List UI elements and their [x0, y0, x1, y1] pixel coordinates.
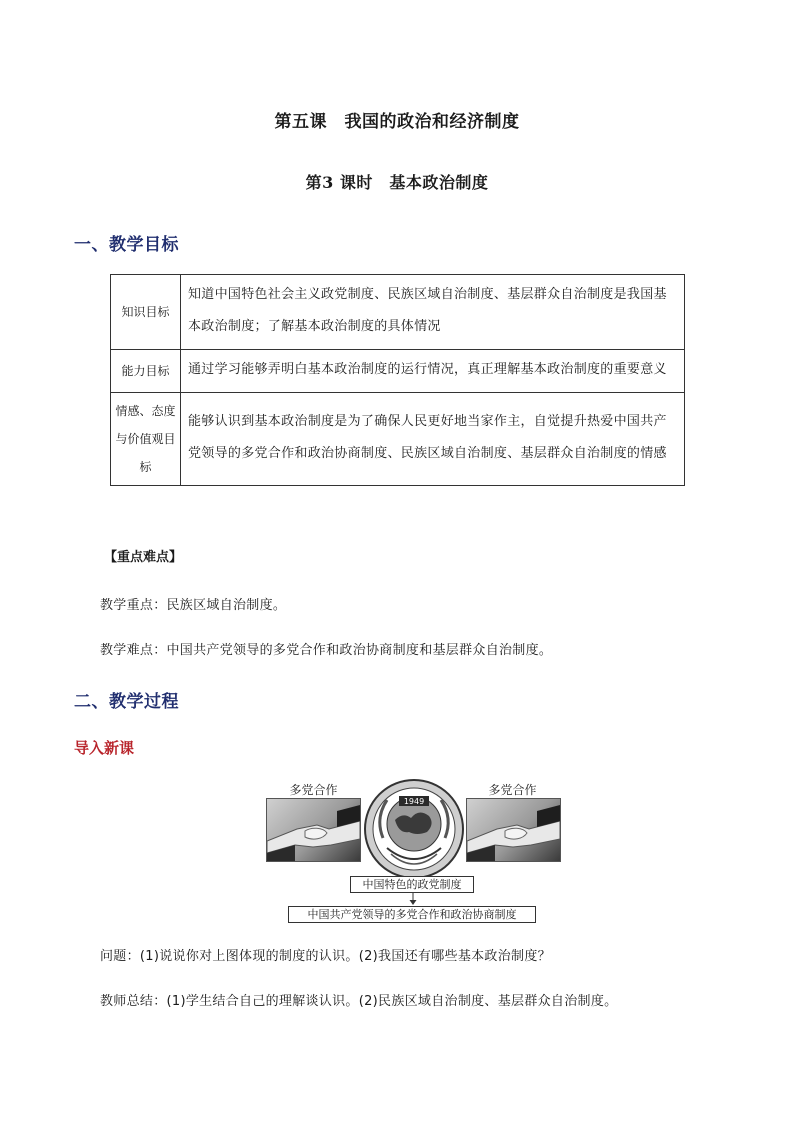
section-heading-goals: 一、教学目标 [74, 235, 179, 255]
emblem-year: 1949 [403, 797, 425, 806]
party-system-figure [264, 776, 564, 926]
period-title: 第3 课时 基本政治制度 [305, 173, 489, 192]
teaching-focus: 教学重点：民族区域自治制度。 [100, 598, 287, 613]
handshake-image-right [466, 798, 561, 862]
arrow-down-icon [409, 892, 417, 906]
goal-content: 通过学习能够弄明白基本政治制度的运行情况，真正理解基本政治制度的重要意义 [181, 350, 685, 393]
figure-box-multiparty-cooperation: 中国共产党领导的多党合作和政治协商制度 [288, 906, 536, 923]
question-text: 问题：(1)说说你对上图体现的制度的认识。(2)我国还有哪些基本政治制度？ [100, 949, 551, 964]
table-row [111, 275, 685, 350]
teaching-difficulty: 教学难点：中国共产党领导的多党合作和政治协商制度和基层群众自治制度。 [100, 643, 553, 658]
section-heading-process: 二、教学过程 [74, 692, 179, 712]
goal-content: 能够认识到基本政治制度是为了确保人民更好地当家作主，自觉提升热爱中国共产党领导的多党合作和政治协商制度、民族区域自治制度、基层群众自治制度的情感 [181, 393, 685, 486]
table-row [111, 393, 685, 486]
handshake-image-left [266, 798, 361, 862]
intro-heading: 导入新课 [74, 739, 135, 757]
figure-right-label: 多党合作 [488, 783, 537, 797]
key-points-heading: 【重点难点】 [104, 550, 183, 565]
goal-content: 知道中国特色社会主义政党制度、民族区域自治制度、基层群众自治制度是我国基本政治制度；了解基本政治制度的具体情况 [181, 275, 685, 350]
goal-label: 情感、态度与价值观目标 [111, 393, 181, 486]
handshake-icon [467, 799, 560, 861]
lesson-title: 第五课 我国的政治和经济制度 [274, 112, 520, 132]
handshake-icon [267, 799, 360, 861]
table-row [111, 350, 685, 393]
figure-left-label: 多党合作 [289, 783, 338, 797]
figure-box-party-system: 中国特色的政党制度 [350, 876, 474, 893]
cppcc-emblem [363, 778, 465, 880]
emblem-icon [363, 778, 465, 880]
goal-label: 知识目标 [111, 275, 181, 350]
goal-label: 能力目标 [111, 350, 181, 393]
teacher-summary: 教师总结：(1)学生结合自己的理解谈认识。(2)民族区域自治制度、基层群众自治制度。 [100, 994, 618, 1009]
teaching-goals-table [110, 274, 685, 486]
